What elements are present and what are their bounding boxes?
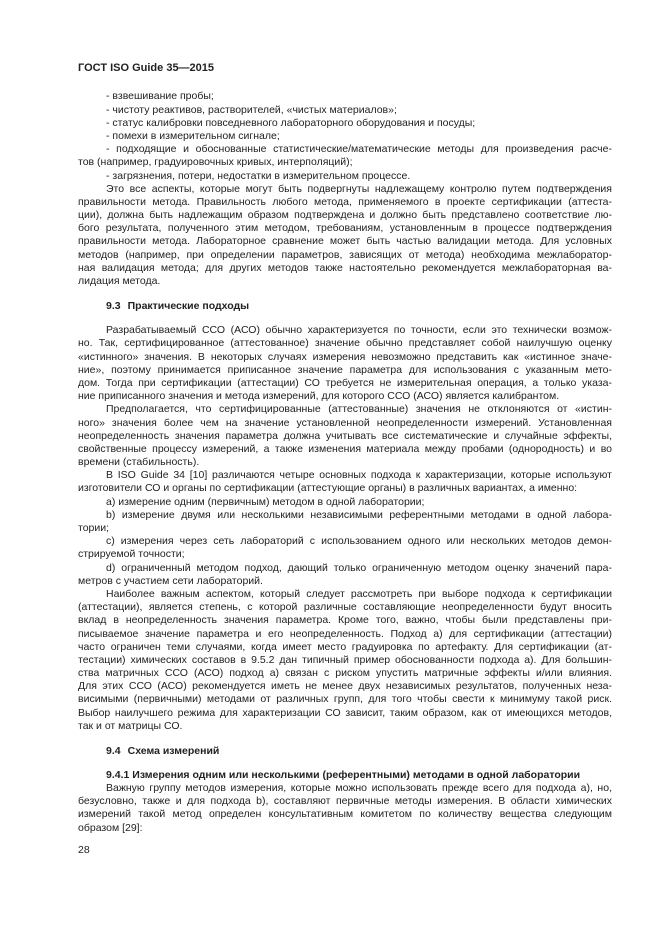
text-line: образом [29]: [78,821,143,834]
text-line: часто ограничен теми случаями, когда имеет место градуировка по артефакту. Для сертификации (ат- [78,640,612,653]
error-sources-list [78,90,612,182]
text-line: изготовители СО и органы по сертификации (аттестующие органы) в различных вариантах, а именно: [78,482,578,495]
text-line: (аттестации), является степень, с которой различные составляющие неопределенности будут вносить [78,601,612,614]
text-line: стрируемой точности; [78,548,185,561]
text-line: ная валидация метода; для других методов также настоятельно рекомендуется межлабораторная ва- [78,261,612,274]
text-line: свойственные процессу измерений, а также изменения материала между пробами (однородность) и во [78,442,612,455]
subsection-heading-9-4-1: 9.4.1 Измерения одним или несколькими (референтными) методами в одной лаборатории [106,768,581,781]
list-item: - помехи в измерительном сигнале; [106,129,280,142]
text-line: писываемое значение параметра и его неопределенность. Подход a) для сертификации (аттестации) [78,627,612,640]
text-line: метров с участием сети лабораторий. [78,574,263,587]
text-line: В ISO Guide 34 [10] различаются четыре основных подхода к характеризации, которые используют [106,469,612,482]
text-line: «истинного» значения. В некоторых случаях измерения невозможно представить как «истинное значе- [78,350,612,363]
section-title: Практические подходы [127,300,250,313]
text-line: дом. Тогда при сертификации (аттестации) СО требуется не измерительная операция, а только указа- [78,376,612,389]
text-line: правильности метода. Лабораторное сравнение может быть частью валидации метода. Для условных [78,235,612,248]
text-line: ции), должна быть надлежащим образом подтверждена и должно быть представлено соответствие лю- [78,209,612,222]
section-number: 9.3 [106,300,121,313]
text-line: Важную группу методов измерения, которые можно использовать прежде всего для подхода a), но, [106,781,612,794]
text-line: безусловно, также и для подхода b), составляют первичные методы измерения. В области химических [78,795,612,808]
text-line: бого результата, полученного этим методом, требованиям, установленным в процессе подтверждения [78,222,612,235]
page-number: 28 [78,844,90,856]
page-body [78,90,612,834]
list-item [78,535,612,561]
section-heading-9-4 [78,745,612,758]
list-item: - чистоту реактивов, растворителей, «чистых материалов»; [106,103,397,116]
text-line: Это все аспекты, которые могут быть подвергнуты надлежащему контролю путем подтверждения [106,182,612,195]
text-line: Разрабатываемый ССО (АСО) обычно характеризуется по точности, если это технически возмож- [106,324,612,337]
list-item: a) измерение одним (первичным) методом в одной лаборатории; [106,495,425,508]
paragraph [78,183,612,289]
section-number: 9.4 [106,744,121,757]
text-line: Выбор наилучшего режима для характеризации СО зависит, таким образом, как от имеющихся методов, [78,706,612,719]
text-line: Предполагается, что сертифицированные (аттестованные) значения не отклоняются от «истин- [106,403,612,416]
text-line: Для этих ССО (АСО) рекомендуется иметь не менее двух независимых результатов, полученных неза- [78,680,612,693]
text-line: ства матричных ССО (АСО) подход a) связан с риском упустить матричные эффекты и/или влияния. [78,667,612,680]
list-item [78,509,612,535]
text-line: ного» значения более чем на значение установленной неопределенности измерений. Установленная [78,416,612,429]
text-line: времени (стабильность). [78,456,200,469]
list-item: - статус калибровки повседневного лабораторного оборудования и посуды; [106,116,476,129]
paragraph [78,782,612,835]
list-item: - взвешивание пробы; [106,90,214,103]
approaches-list [78,496,612,588]
list-item [78,143,612,169]
text-line: измерений такой метод определен консультативным комитетом по количеству вещества следующим [78,808,612,821]
text-line: - подходящие и обоснованные статистические/математические методы для произведения расче- [106,143,612,156]
text-line: ние», поэтому принимается приписанное значение параметра для использования с указанным мето- [78,363,612,376]
text-line: но. Так, сертифицированное (аттестованное) значение обычно представляет собой наилучшую оценку [78,337,612,350]
text-line: методов (например, при определении параметров, зависящих от метода) необходима межлаборатор- [78,248,612,261]
text-line: Наиболее важным аспектом, который следует рассмотреть при выборе подхода к сертификации [106,587,612,600]
paragraph [78,403,612,469]
text-line: висимыми (первичными) методами от различных групп, для того чтобы свести к минимуму такой риск. [78,693,612,706]
text-line: ние приписанного значения и метода измерений, для которого ССО (АСО) является калибрантом. [78,390,560,403]
text-line: тов (например, градуировочных кривых, интерполяций); [78,156,353,169]
text-line: лидация метода. [78,275,161,288]
text-line: c) измерения через сеть лабораторий с использованием одного или нескольких методов демон- [106,535,612,548]
paragraph [78,469,612,495]
text-line: тестации) химических составов в 9.5.2 дан типичный пример обоснованности подхода a). Для большин- [78,653,612,666]
list-item [78,562,612,588]
text-line: так и от матрицы СО. [78,719,183,732]
paragraph [78,324,612,403]
list-item: - загрязнения, потери, недостатки в измерительном процессе. [106,169,411,182]
standard-designation: ГОСТ ISO Guide 35—2015 [78,62,215,74]
text-line: тории; [78,522,110,534]
section-heading-9-3 [78,300,612,313]
text-line: b) измерение двумя или несколькими независимыми референтными методами в одной лабора- [106,508,612,521]
text-line: неопределенность значения параметра должна учитывать все систематические и случайные эффекты, [78,429,612,442]
text-line: правильности метода. Правильность любого метода, применяемого в проекте сертификации (аттеста- [78,195,612,208]
text-line: вклад в неопределенность значения параметра. Кроме того, важно, чтобы были представлены при- [78,614,612,627]
paragraph [78,588,612,733]
text-line: d) ограниченный методом подход, дающий только ограниченную методом оценку значений пара- [106,561,612,574]
section-title: Схема измерений [127,744,220,757]
